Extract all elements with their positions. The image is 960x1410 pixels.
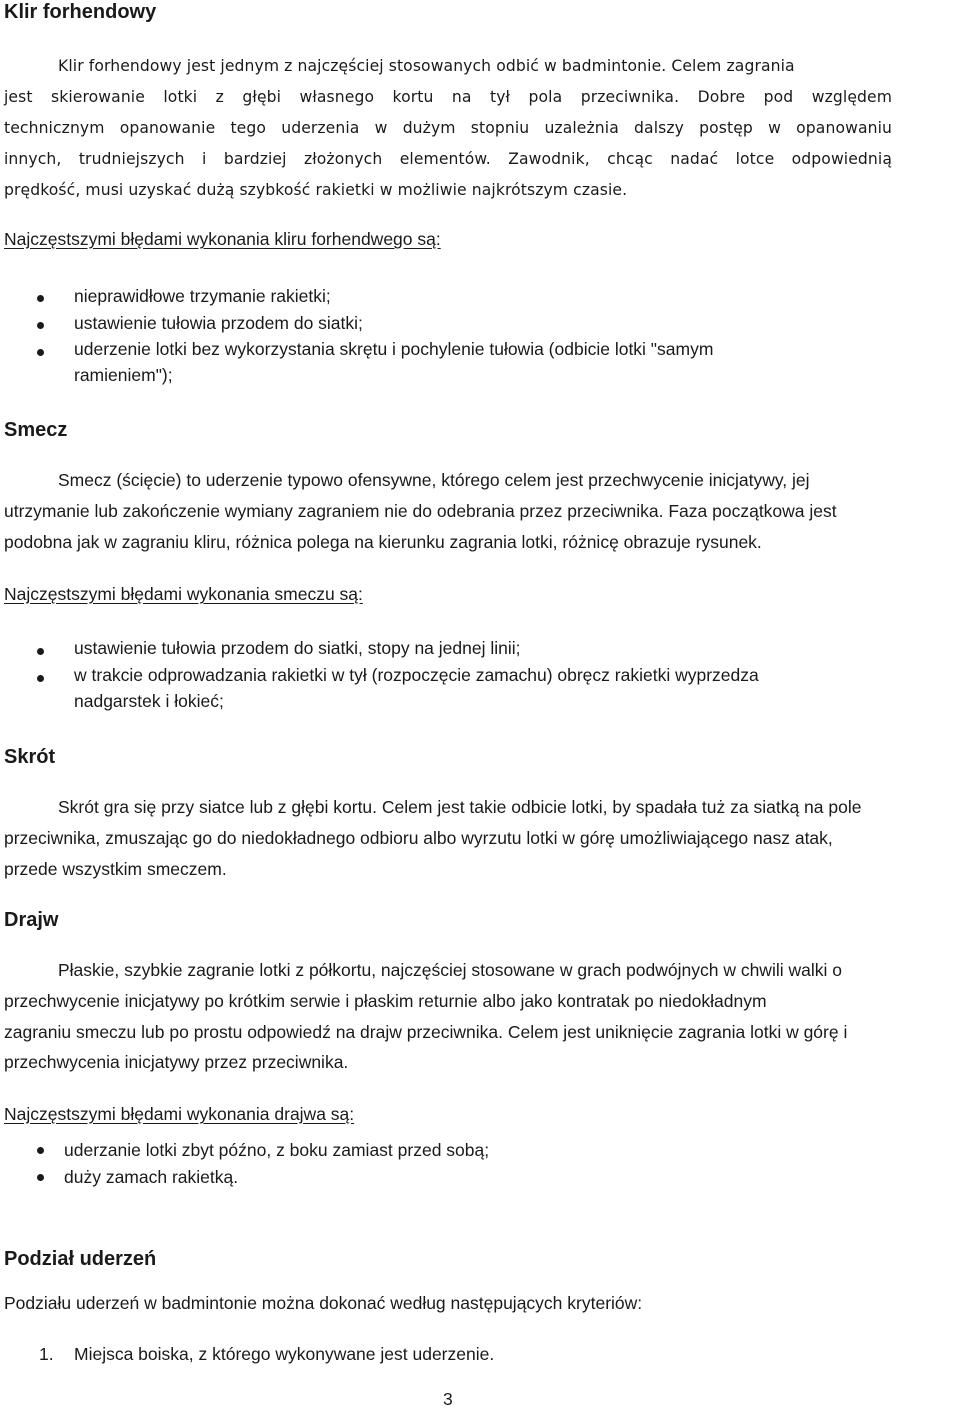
paragraph-line: innych, trudniejszych i bardziej złożonych elementów. Zawodnik, chcąc nadać lotce odpowiednią xyxy=(4,150,892,168)
paragraph-line: prędkość, musi uzyskać dużą szybkość rakietki w możliwie najkrótszym czasie. xyxy=(4,181,628,199)
bullet-icon xyxy=(37,295,44,302)
paragraph-line: utrzymanie lub zakończenie wymiany zagraniem nie do odebrania przez przeciwnika. Faza początkowa jest xyxy=(4,501,837,521)
paragraph-line: Smecz (ścięcie) to uderzenie typowo ofensywne, którego celem jest przechwycenie inicjatywy, jej xyxy=(58,470,810,490)
paragraph-line: zagraniu smeczu lub po prostu odpowiedź na drajw przeciwnika. Celem jest uniknięcie zagrania lotki w górę i xyxy=(4,1022,848,1042)
list-item: nieprawidłowe trzymanie rakietki; xyxy=(74,286,331,306)
section-heading-drajw: Drajw xyxy=(4,909,59,931)
bullet-icon xyxy=(37,1147,44,1154)
section-heading-smecz: Smecz xyxy=(4,419,68,441)
bullet-icon xyxy=(37,1174,44,1181)
paragraph-line: podobna jak w zagraniu kliru, różnica polega na kierunku zagrania lotki, różnicę obrazuje rysunek. xyxy=(4,532,762,552)
paragraph-line: Klir forhendowy jest jednym z najczęściej stosowanych odbić w badmintonie. Celem zagrania xyxy=(58,57,795,75)
list-item: uderzenie lotki bez wykorzystania skrętu i pochylenie tułowia (odbicie lotki "samym xyxy=(74,339,714,359)
bullet-icon xyxy=(37,675,44,682)
paragraph-line: przede wszystkim smeczem. xyxy=(4,859,227,879)
page-number: 3 xyxy=(443,1389,453,1409)
errors-heading-drajw: Najczęstszymi błędami wykonania drajwa są: xyxy=(4,1104,355,1124)
errors-heading-klir: Najczęstszymi błędami wykonania kliru forhendwego są: xyxy=(4,229,441,249)
bullet-icon xyxy=(37,648,44,655)
list-item: ustawienie tułowia przodem do siatki, stopy na jednej linii; xyxy=(74,638,521,658)
paragraph-line: jest skierowanie lotki z głębi własnego kortu na tył pola przeciwnika. Dobre pod względem xyxy=(4,88,892,106)
section-heading-podzial: Podział uderzeń xyxy=(4,1248,157,1270)
errors-heading-smecz: Najczęstszymi błędami wykonania smeczu są: xyxy=(4,584,363,604)
list-item: Miejsca boiska, z którego wykonywane jest uderzenie. xyxy=(74,1344,495,1364)
section-heading-klir: Klir forhendowy xyxy=(4,1,157,23)
list-number: 1. xyxy=(39,1344,54,1364)
paragraph-line: Podziału uderzeń w badmintonie można dokonać według następujących kryteriów: xyxy=(4,1293,643,1313)
paragraph-line: przechwycenie inicjatywy po krótkim serwie i płaskim returnie albo jako kontratak po niedokładnym xyxy=(4,991,767,1011)
bullet-icon xyxy=(37,349,44,356)
list-item: duży zamach rakietką. xyxy=(64,1167,239,1187)
list-item: ustawienie tułowia przodem do siatki; xyxy=(74,313,363,333)
list-item-continuation: nadgarstek i łokieć; xyxy=(74,691,224,711)
paragraph-line: przeciwnika, zmuszając go do niedokładnego odbioru albo wyrzutu lotki w górę umożliwiającego nasz atak, xyxy=(4,828,833,848)
paragraph-line: przechwycenia inicjatywy przez przeciwnika. xyxy=(4,1052,349,1072)
list-item: w trakcie odprowadzania rakietki w tył (rozpoczęcie zamachu) obręcz rakietki wyprzedza xyxy=(74,665,759,685)
section-heading-skrot: Skrót xyxy=(4,746,56,768)
paragraph-line: Płaskie, szybkie zagranie lotki z półkortu, najczęściej stosowane w grach podwójnych w chwili walki o xyxy=(58,960,842,980)
paragraph-line: Skrót gra się przy siatce lub z głębi kortu. Celem jest takie odbicie lotki, by spadała tuż za siatką na pole xyxy=(58,797,862,817)
paragraph-line: technicznym opanowanie tego uderzenia w dużym stopniu uzależnia dalszy postęp w opanowaniu xyxy=(4,119,892,137)
bullet-icon xyxy=(37,322,44,329)
list-item: uderzanie lotki zbyt późno, z boku zamiast przed sobą; xyxy=(64,1140,490,1160)
list-item-continuation: ramieniem"); xyxy=(74,365,173,385)
